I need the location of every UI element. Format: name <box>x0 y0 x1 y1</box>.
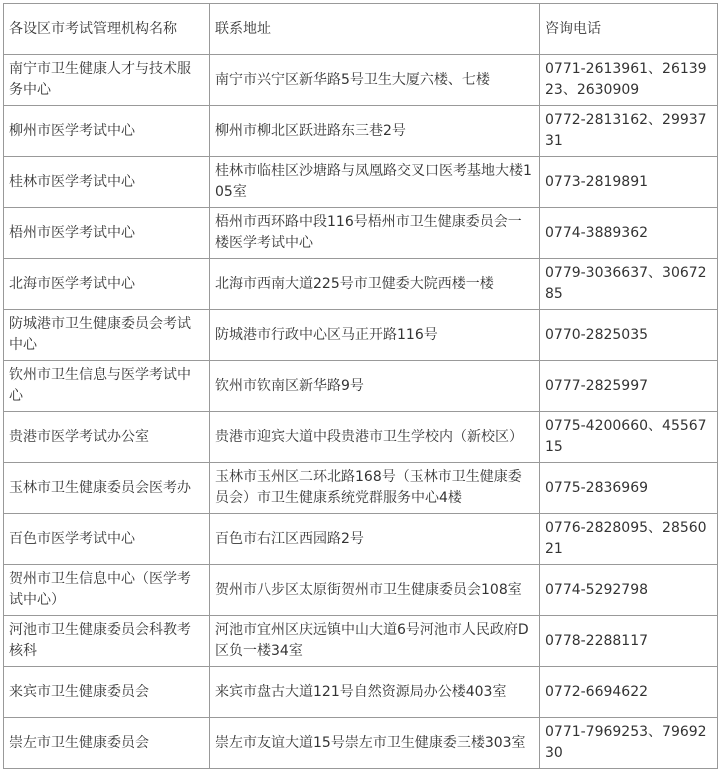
agency-cell: 玉林市卫生健康委员会医考办 <box>4 463 210 514</box>
table-row <box>4 106 718 157</box>
table-row <box>4 310 718 361</box>
phone-cell: 0776-2828095、2856021 <box>540 514 718 565</box>
phone-cell: 0772-6694622 <box>540 667 718 718</box>
agency-cell: 梧州市医学考试中心 <box>4 208 210 259</box>
table-row <box>4 55 718 106</box>
table-row <box>4 463 718 514</box>
header-phone: 咨询电话 <box>540 4 718 55</box>
address-cell: 玉林市玉州区二环北路168号（玉林市卫生健康委员会）市卫生健康系统党群服务中心4楼 <box>210 463 540 514</box>
phone-cell: 0771-2613961、2613923、2630909 <box>540 55 718 106</box>
phone-cell: 0777-2825997 <box>540 361 718 412</box>
agency-cell: 北海市医学考试中心 <box>4 259 210 310</box>
address-cell: 南宁市兴宁区新华路5号卫生大厦六楼、七楼 <box>210 55 540 106</box>
table-row <box>4 514 718 565</box>
table-row <box>4 157 718 208</box>
agency-cell: 来宾市卫生健康委员会 <box>4 667 210 718</box>
header-row <box>4 4 718 55</box>
address-cell: 河池市宜州区庆远镇中山大道6号河池市人民政府D区负一楼34室 <box>210 616 540 667</box>
agency-cell: 桂林市医学考试中心 <box>4 157 210 208</box>
table-row <box>4 565 718 616</box>
table-row <box>4 667 718 718</box>
address-cell: 梧州市西环路中段116号梧州市卫生健康委员会一楼医学考试中心 <box>210 208 540 259</box>
address-cell: 北海市西南大道225号市卫健委大院西楼一楼 <box>210 259 540 310</box>
phone-cell: 0773-2819891 <box>540 157 718 208</box>
agency-cell: 贵港市医学考试办公室 <box>4 412 210 463</box>
phone-cell: 0775-2836969 <box>540 463 718 514</box>
agency-cell: 崇左市卫生健康委员会 <box>4 718 210 769</box>
agency-cell: 钦州市卫生信息与医学考试中心 <box>4 361 210 412</box>
agency-cell: 防城港市卫生健康委员会考试中心 <box>4 310 210 361</box>
phone-cell: 0774-3889362 <box>540 208 718 259</box>
agency-cell: 南宁市卫生健康人才与技术服务中心 <box>4 55 210 106</box>
table-row <box>4 616 718 667</box>
header-address: 联系地址 <box>210 4 540 55</box>
agency-cell: 贺州市卫生信息中心（医学考试中心） <box>4 565 210 616</box>
header-agency: 各设区市考试管理机构名称 <box>4 4 210 55</box>
contact-table <box>3 3 718 769</box>
phone-cell: 0774-5292798 <box>540 565 718 616</box>
table-row <box>4 361 718 412</box>
phone-cell: 0778-2288117 <box>540 616 718 667</box>
phone-cell: 0770-2825035 <box>540 310 718 361</box>
table-row <box>4 259 718 310</box>
address-cell: 贵港市迎宾大道中段贵港市卫生学校内（新校区） <box>210 412 540 463</box>
address-cell: 来宾市盘古大道121号自然资源局办公楼403室 <box>210 667 540 718</box>
phone-cell: 0775-4200660、4556715 <box>540 412 718 463</box>
phone-cell: 0772-2813162、2993731 <box>540 106 718 157</box>
agency-cell: 柳州市医学考试中心 <box>4 106 210 157</box>
table-row <box>4 412 718 463</box>
agency-cell: 百色市医学考试中心 <box>4 514 210 565</box>
address-cell: 百色市右江区西园路2号 <box>210 514 540 565</box>
agency-cell: 河池市卫生健康委员会科教考核科 <box>4 616 210 667</box>
phone-cell: 0779-3036637、3067285 <box>540 259 718 310</box>
phone-cell: 0771-7969253、7969230 <box>540 718 718 769</box>
address-cell: 钦州市钦南区新华路9号 <box>210 361 540 412</box>
address-cell: 贺州市八步区太原街贺州市卫生健康委员会108室 <box>210 565 540 616</box>
address-cell: 柳州市柳北区跃进路东三巷2号 <box>210 106 540 157</box>
address-cell: 崇左市友谊大道15号崇左市卫生健康委三楼303室 <box>210 718 540 769</box>
address-cell: 防城港市行政中心区马正开路116号 <box>210 310 540 361</box>
table-row <box>4 208 718 259</box>
table-row <box>4 718 718 769</box>
address-cell: 桂林市临桂区沙塘路与凤凰路交叉口医考基地大楼105室 <box>210 157 540 208</box>
